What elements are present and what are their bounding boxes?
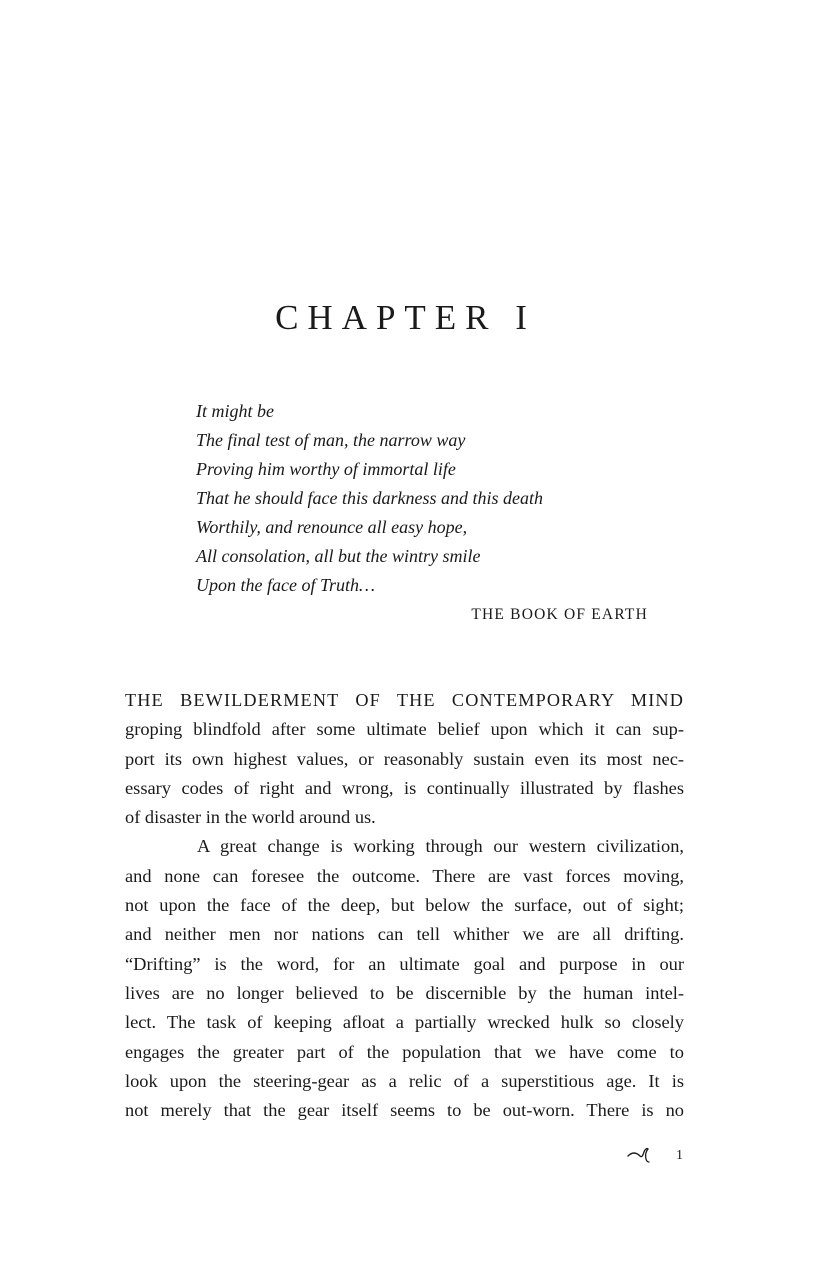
epigraph-line: All consolation, all but the wintry smile (196, 546, 481, 566)
epigraph-line: That he should face this darkness and this death (196, 488, 543, 508)
paragraph-line: “Drifting” is the word, for an ultimate goal and purpose in our (125, 953, 684, 974)
epigraph-line: It might be (196, 401, 274, 421)
epigraph-line: The final test of man, the narrow way (196, 430, 466, 450)
opening-line-small-caps: THE BEWILDERMENT OF THE CONTEMPORARY MIND (125, 690, 684, 710)
paragraph-line: groping blindfold after some ultimate belief upon which it can sup- (125, 719, 684, 740)
page-footer (620, 1145, 690, 1167)
flourish-ornament-icon (627, 1146, 653, 1166)
epigraph-line: Upon the face of Truth… (196, 575, 375, 595)
epigraph-line: Worthily, and renounce all easy hope, (196, 517, 468, 537)
paragraph-line: essary codes of right and wrong, is continually illustrated by flashes (125, 777, 684, 798)
paragraph-line: and none can foresee the outcome. There are vast forces moving, (125, 865, 684, 886)
paragraph-line: look upon the steering-gear as a relic of a superstitious age. It is (125, 1070, 684, 1091)
paragraph-line: engages the greater part of the population that we have come to (125, 1041, 684, 1062)
opening-paragraph (125, 686, 684, 832)
paragraph-line: not upon the face of the deep, but below the surface, out of sight; (125, 895, 684, 916)
paragraph-line: lives are no longer believed to be discernible by the human intel- (125, 982, 684, 1003)
paragraph-line: and neither men nor nations can tell whither we are all drifting. (125, 924, 684, 945)
epigraph (196, 397, 656, 630)
epigraph-line: Proving him worthy of immortal life (196, 459, 456, 479)
paragraph-line: of disaster in the world around us. (125, 807, 376, 828)
page-number: 1 (676, 1148, 683, 1163)
epigraph-source: THE BOOK OF EARTH (471, 606, 648, 623)
body-text (125, 686, 684, 1125)
chapter-title: CHAPTER I (275, 298, 536, 337)
paragraph-line: lect. The task of keeping afloat a partially wrecked hulk so closely (125, 1012, 684, 1033)
second-paragraph (125, 832, 684, 1125)
paragraph-line: port its own highest values, or reasonably sustain even its most nec- (125, 748, 684, 769)
paragraph-line-indented: A great change is working through our western civilization, (197, 836, 684, 857)
paragraph-line: not merely that the gear itself seems to be out-worn. There is no (125, 1100, 684, 1121)
